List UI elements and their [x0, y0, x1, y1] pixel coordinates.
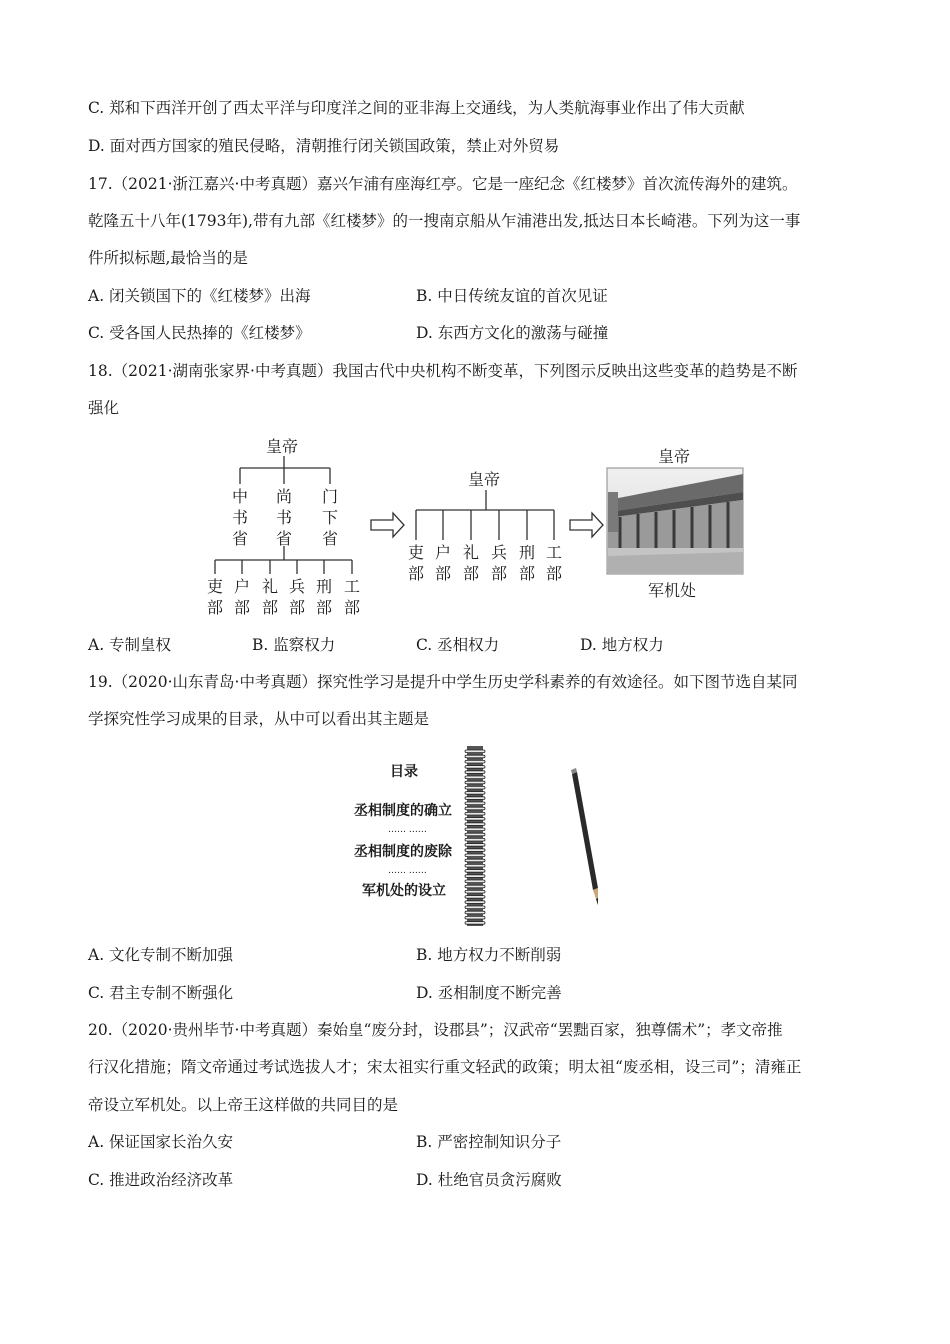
- stage3-emperor: 皇帝: [658, 447, 691, 466]
- q17-option-d: D. 东西方文化的激荡与碰撞: [416, 324, 609, 342]
- q20-option-d: D. 杜绝官员贪污腐败: [416, 1171, 562, 1189]
- toc-dots-1: …… ……: [388, 825, 427, 835]
- q18-option-a: A. 专制皇权: [88, 636, 172, 654]
- q19-option-d: D. 丞相制度不断完善: [416, 984, 562, 1002]
- spiral-ring: [465, 760, 485, 763]
- q17-option-c: C. 受各国人民热捧的《红楼梦》: [88, 324, 311, 342]
- q18-option-d: D. 地方权力: [580, 636, 664, 654]
- q19-option-a: A. 文化专制不断加强: [88, 946, 234, 964]
- toc-item-3: 军机处的设立: [362, 883, 446, 899]
- q20-stem-line3: 帝设立军机处。以上帝王这样做的共同目的是: [88, 1096, 399, 1114]
- q20-stem-line2: 行汉化措施；隋文帝通过考试选拔人才；宋太祖实行重文轻武的政策；明太祖“废丞相，设三司”；清雍正: [88, 1058, 802, 1076]
- tree2-bu-gong: 工 部: [545, 543, 562, 583]
- tree1-bu-gong: 工 部: [343, 577, 360, 617]
- spiral-ring: [465, 771, 485, 774]
- q17-stem-line2: 乾隆五十八年(1793年),带有九部《红楼梦》的一搜南京船从乍浦港出发,抵达日本长崎港。下列为这一事: [88, 212, 801, 230]
- q20-stem-line1: 20.（2020·贵州毕节·中考真题）秦始皇“废分封，设郡县”；汉武帝“罢黜百家，独尊儒术”；孝文帝推: [88, 1021, 783, 1039]
- node-shangshu-sheng: 尚 书 省: [275, 487, 292, 548]
- q18-stem-line1: 18.（2021·湖南张家界·中考真题）我国古代中央机构不断变革，下列图示反映出这些变革的趋势是不断: [88, 362, 798, 380]
- spiral-ring: [465, 781, 485, 784]
- spiral-ring: [465, 823, 485, 826]
- spiral-ring: [465, 812, 485, 815]
- q19-option-c: C. 君主专制不断强化: [88, 984, 234, 1002]
- tree2-emperor: 皇帝: [468, 470, 501, 489]
- toc-item-2: 丞相制度的废除: [354, 844, 452, 860]
- q17-option-b: B. 中日传统友谊的首次见证: [416, 287, 608, 305]
- pencil-icon: [571, 768, 598, 905]
- q16-option-c: C. 郑和下西洋开创了西太平洋与印度洋之间的亚非海上交通线，为人类航海事业作出了伟大贡献: [88, 99, 745, 117]
- spiral-ring: [465, 854, 485, 857]
- spiral-ring: [465, 833, 485, 836]
- q18-option-b: B. 监察权力: [252, 636, 336, 654]
- spiral-binding-icon: [465, 746, 485, 926]
- node-menxia-sheng: 门 下 省: [321, 487, 338, 548]
- q17-stem-line1: 17.（2021·浙江嘉兴·中考真题）嘉兴乍浦有座海红亭。它是一座纪念《红楼梦》首次流传海外的建筑。: [88, 175, 798, 193]
- tree2-bu-li2: 礼 部: [462, 543, 479, 583]
- spiral-ring: [465, 750, 485, 753]
- node-zhongshu-sheng: 中 书 省: [231, 487, 248, 548]
- tree2-bu-hu: 户 部: [434, 543, 451, 583]
- q20-option-c: C. 推进政治经济改革: [88, 1171, 234, 1189]
- junjichu-photo: [607, 468, 743, 574]
- spiral-ring: [465, 849, 485, 852]
- spiral-ring: [465, 922, 485, 925]
- spiral-ring: [465, 875, 485, 878]
- tree1-bu-xing: 刑 部: [315, 577, 332, 617]
- spiral-ring: [465, 896, 485, 899]
- q18-stem-line2: 强化: [88, 399, 120, 417]
- q16-option-d: D. 面对西方国家的殖民侵略，清朝推行闭关锁国政策，禁止对外贸易: [88, 137, 560, 155]
- tree2-bu-li: 吏 部: [407, 543, 424, 583]
- toc-dots-2: …… ……: [388, 866, 427, 876]
- q20-option-a: A. 保证国家长治久安: [88, 1133, 234, 1151]
- q20-option-b: B. 严密控制知识分子: [416, 1133, 562, 1151]
- spiral-ring: [465, 916, 485, 919]
- spiral-ring: [465, 802, 485, 805]
- spiral-ring: [465, 797, 485, 800]
- tree1-bu-hu: 户 部: [233, 577, 250, 617]
- spiral-ring: [465, 870, 485, 873]
- spiral-ring: [465, 885, 485, 888]
- q17-option-a: A. 闭关锁国下的《红楼梦》出海: [88, 287, 311, 305]
- tree1-bu-li: 吏 部: [206, 577, 223, 617]
- q19-stem-line2: 学探究性学习成果的目录，从中可以看出其主题是: [88, 710, 430, 728]
- stage3-junjichu-caption: 军机处: [648, 581, 697, 600]
- q19-stem-line1: 19.（2020·山东青岛·中考真题）探究性学习是提升中学生历史学科素养的有效途径。如下图节选自某同: [88, 673, 798, 691]
- spiral-ring: [465, 864, 485, 867]
- spiral-ring: [465, 911, 485, 914]
- tree2-bu-bing: 兵 部: [490, 543, 507, 583]
- spiral-ring: [465, 766, 485, 769]
- right-arrow-icon: [371, 513, 404, 537]
- spiral-ring: [465, 844, 485, 847]
- tree1-bu-bing: 兵 部: [288, 577, 305, 617]
- spiral-ring: [465, 755, 485, 758]
- spiral-ring: [465, 901, 485, 904]
- q17-stem-line3: 件所拟标题,最恰当的是: [88, 249, 248, 267]
- tree1-bu-li2: 礼 部: [261, 577, 278, 617]
- tree2-bu-xing: 刑 部: [518, 543, 535, 583]
- spiral-ring: [465, 818, 485, 821]
- toc-title: 目录: [390, 764, 418, 780]
- tree1-emperor: 皇帝: [266, 437, 299, 456]
- spiral-ring: [465, 880, 485, 883]
- spiral-ring: [465, 792, 485, 795]
- q19-option-b: B. 地方权力不断削弱: [416, 946, 562, 964]
- toc-item-1: 丞相制度的确立: [354, 803, 452, 819]
- spiral-ring: [465, 838, 485, 841]
- spiral-ring: [465, 828, 485, 831]
- spiral-ring: [465, 890, 485, 893]
- q18-option-c: C. 丞相权力: [416, 636, 500, 654]
- spiral-ring: [465, 859, 485, 862]
- spiral-ring: [465, 776, 485, 779]
- spiral-ring: [465, 906, 485, 909]
- right-arrow-icon: [570, 513, 603, 537]
- spiral-ring: [465, 786, 485, 789]
- spiral-ring: [465, 807, 485, 810]
